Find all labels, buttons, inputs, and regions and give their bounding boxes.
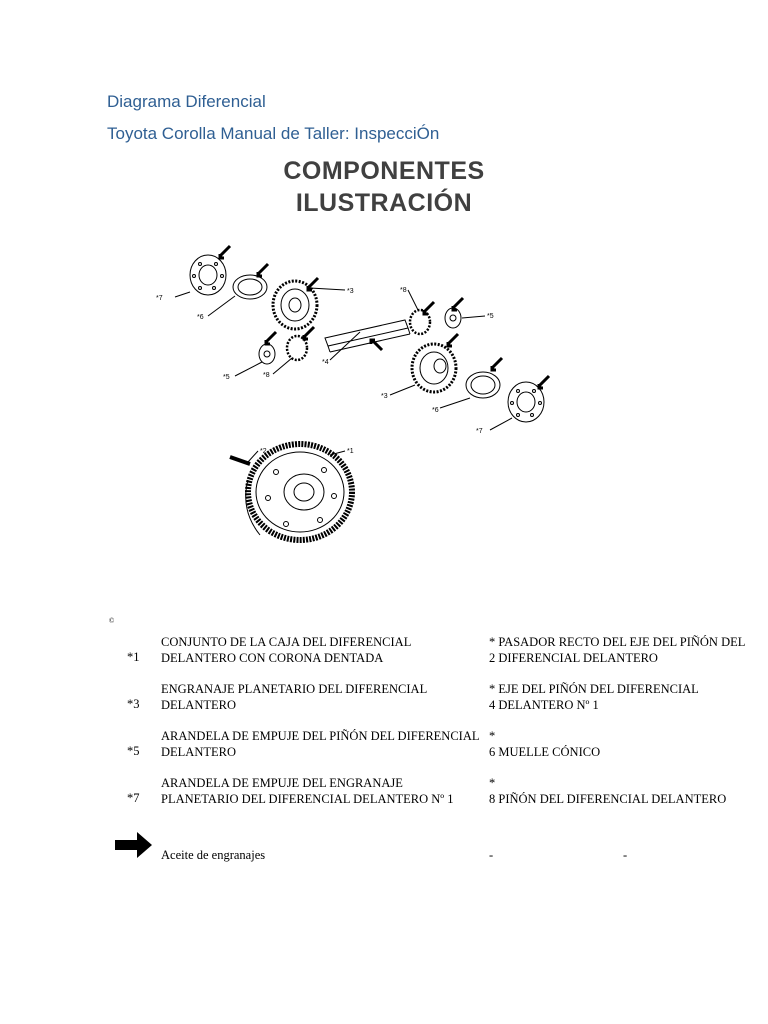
callout-3-left: *3: [347, 288, 354, 295]
part-2-name: * PASADOR RECTO DEL EJE DEL PIÑÓN DEL 2 DIFERENCIAL DELANTERO: [489, 635, 746, 665]
callout-8-right: *8: [400, 287, 407, 294]
part-4-name: * EJE DEL PIÑÓN DEL DIFERENCIAL 4 DELANTERO Nº 1: [489, 682, 699, 712]
callout-4: *4: [322, 359, 329, 366]
differential-case-1: [246, 444, 352, 540]
side-gear-3-right: [412, 344, 456, 392]
page-title-line1: COMPONENTES: [283, 157, 485, 185]
pinion-shaft-4: [325, 320, 410, 352]
callout-8-left: *8: [263, 372, 270, 379]
oil-arrows: [220, 246, 549, 388]
copyright-mark: ©: [109, 617, 115, 625]
breadcrumb-title[interactable]: Diagrama Diferencial: [107, 92, 266, 111]
callout-2: *2: [260, 448, 267, 455]
part-1-name: CONJUNTO DE LA CAJA DEL DIFERENCIAL DELANTERO CON CORONA DENTADA: [161, 635, 412, 665]
part-3-number: *3: [127, 697, 140, 711]
black-arrow-icon: [115, 832, 153, 858]
part-1-number: *1: [127, 650, 140, 664]
part-7-number: *7: [127, 791, 140, 805]
differential-exploded-diagram: [150, 240, 570, 570]
legend-dash-1: -: [489, 848, 494, 862]
thrust-washer-7-left: [190, 255, 226, 295]
part-6-name: * 6 MUELLE CÓNICO: [489, 729, 601, 759]
straight-pin-2: [230, 457, 250, 464]
page-title-line2: ILUSTRACIÓN: [295, 189, 473, 217]
part-5-name: ARANDELA DE EMPUJE DEL PIÑÓN DEL DIFERENCIAL DELANTERO: [161, 729, 480, 759]
callout-5-right: *5: [487, 313, 494, 320]
callout-6-left: *6: [197, 314, 204, 321]
callout-5-left: *5: [223, 374, 230, 381]
legend-dash-2: -: [623, 848, 628, 862]
part-3-name: ENGRANAJE PLANETARIO DEL DIFERENCIAL DELANTERO: [161, 682, 428, 712]
callout-6-right: *6: [432, 407, 439, 414]
callout-7-right: *7: [476, 428, 483, 435]
thrust-washer-5-left: [259, 344, 275, 364]
part-8-name: * 8 PIÑÓN DEL DIFERENCIAL DELANTERO: [489, 776, 727, 806]
legend-label: Aceite de engranajes: [161, 848, 266, 862]
callout-1: *1: [347, 448, 354, 455]
callout-3-right: *3: [381, 393, 388, 400]
callout-7-left: *7: [156, 295, 163, 302]
part-7-name: ARANDELA DE EMPUJE DEL ENGRANAJE PLANETARIO DEL DIFERENCIAL DELANTERO Nº 1: [161, 776, 454, 806]
part-5-number: *5: [127, 744, 140, 758]
page-subtitle-link[interactable]: Toyota Corolla Manual de Taller: InspecciÓn: [107, 124, 440, 143]
